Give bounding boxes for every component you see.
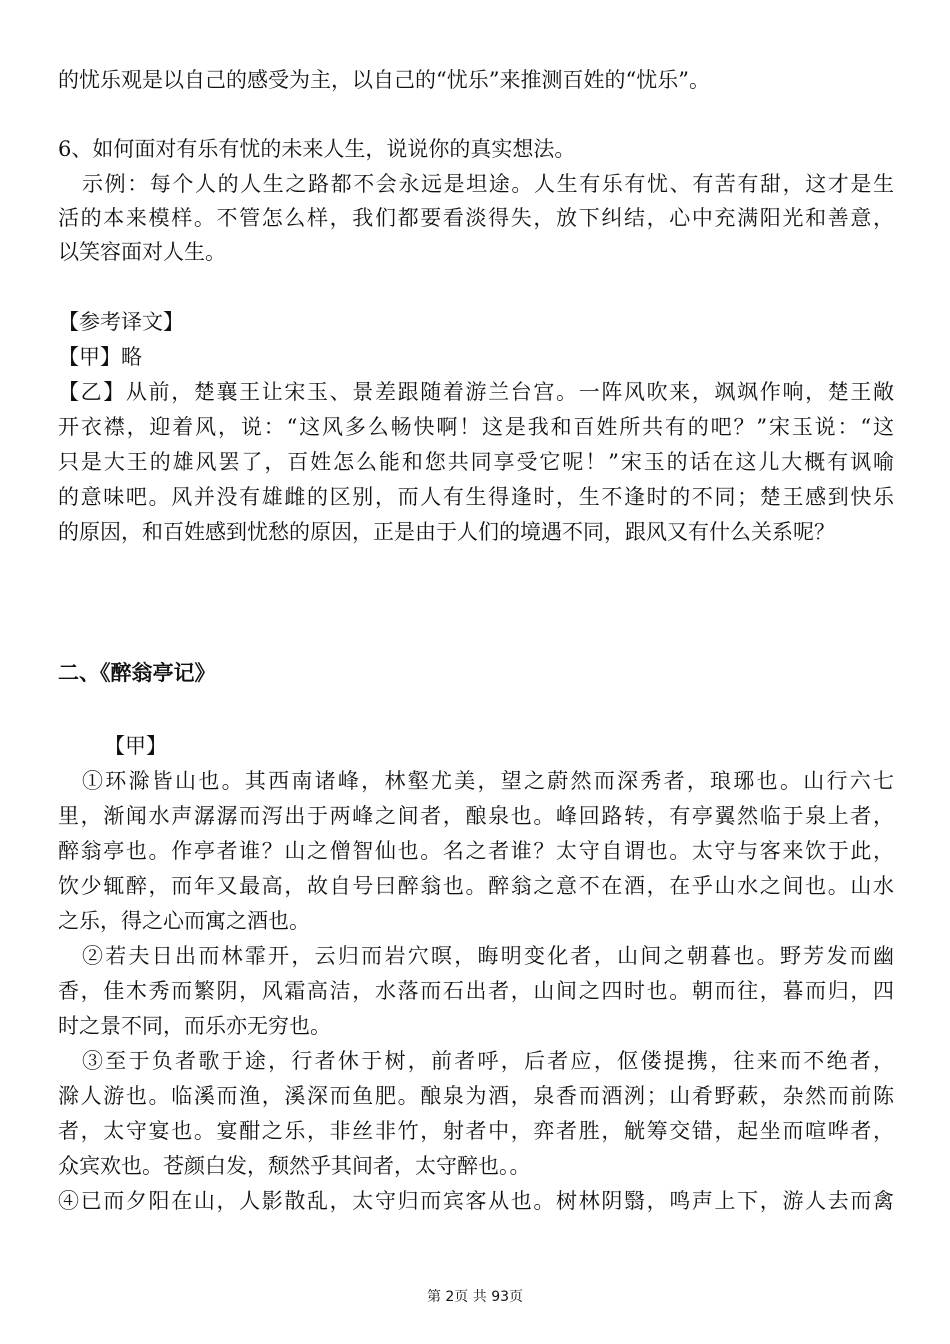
paragraph-1-line-2: 里，渐闻水声潺潺而泻出于两峰之间者，酿泉也。峰回路转，有亭翼然临于泉上者， [58, 804, 894, 828]
translation-yi-line-5: 的原因，和百姓感到忧愁的原因，正是由于人们的境遇不同，跟风又有什么关系呢？ [58, 520, 835, 544]
translation-yi-line-3: 只是大王的雄风罢了，百姓怎么能和您共同享受它呢！”宋玉的话在这儿大概有讽喻 [58, 450, 894, 474]
paragraph-4-line-1: ④已而夕阳在山，人影散乱，太守归而宾客从也。树林阴翳，鸣声上下，游人去而禽 [58, 1189, 894, 1213]
translation-yi-line-1: 【乙】从前，楚襄王让宋玉、景差跟随着游兰台宫。一阵风吹来，飒飒作响，楚王敞 [58, 380, 894, 404]
paragraph-3-line-3: 者，太守宴也。宴酣之乐，非丝非竹，射者中，弈者胜，觥筹交错，起坐而喧哗者， [58, 1119, 894, 1143]
section-2-heading: 二、《醉翁亭记》 [58, 660, 216, 685]
paragraph-1-line-1: ①环滁皆山也。其西南诸峰，林壑尤美，望之蔚然而深秀者，琅琊也。山行六七 [82, 769, 894, 793]
answer-6-line-2: 活的本来模样。不管怎么样，我们都要看淡得失，放下纠结，心中充满阳光和善意， [58, 206, 894, 230]
paragraph-3-line-4: 众宾欢也。苍颜白发，颓然乎其间者，太守醉也。。 [58, 1154, 531, 1178]
answer-6-line-3: 以笑容面对人生。 [58, 240, 226, 264]
answer-6-line-1: 示例：每个人的人生之路都不会永远是坦途。人生有乐有忧、有苦有甜，这才是生 [82, 172, 894, 196]
translation-yi-line-4: 的意味吧。风并没有雄雌的区别，而人有生得逢时，生不逢时的不同；楚王感到快乐 [58, 485, 894, 509]
paragraph-3-line-2: 滁人游也。临溪而渔，溪深而鱼肥。酿泉为酒，泉香而酒洌；山肴野蔌，杂然而前陈 [58, 1084, 894, 1108]
paragraph-3-line-1: ③至于负者歌于途，行者休于树，前者呼，后者应，伛偻提携，往来而不绝者， [82, 1049, 894, 1073]
paragraph-2-line-1: ②若夫日出而林霏开，云归而岩穴暝，晦明变化者，山间之朝暮也。野芳发而幽 [82, 944, 894, 968]
paragraph-2-line-2: 香，佳木秀而繁阴，风霜高洁，水落而石出者，山间之四时也。朝而往，暮而归，四 [58, 979, 894, 1003]
text-jia-label: 【甲】 [104, 734, 167, 758]
paragraph-1-line-3: 醉翁亭也。作亭者谁？山之僧智仙也。名之者谁？太守自谓也。太守与客来饮于此， [58, 839, 894, 863]
paragraph-1-line-4: 饮少辄醉，而年又最高，故自号曰醉翁也。醉翁之意不在酒，在乎山水之间也。山水 [58, 874, 894, 898]
paragraph-1-line-5: 之乐，得之心而寓之酒也。 [58, 909, 310, 933]
question-6: 6、如何面对有乐有忧的未来人生，说说你的真实想法。 [58, 137, 576, 161]
translation-yi-line-2: 开衣襟，迎着风，说：“这风多么畅快啊！这是我和百姓所共有的吧？”宋玉说：“这 [58, 415, 894, 439]
answer-5-continuation: 的忧乐观是以自己的感受为主，以自己的“忧乐”来推测百姓的“忧乐”。 [58, 68, 710, 92]
paragraph-2-line-3: 时之景不同，而乐亦无穷也。 [58, 1014, 331, 1038]
translation-jia: 【甲】略 [58, 345, 142, 369]
reference-translation-heading: 【参考译文】 [58, 310, 184, 334]
page-footer: 第 2页 共 93页 [426, 1289, 524, 1305]
